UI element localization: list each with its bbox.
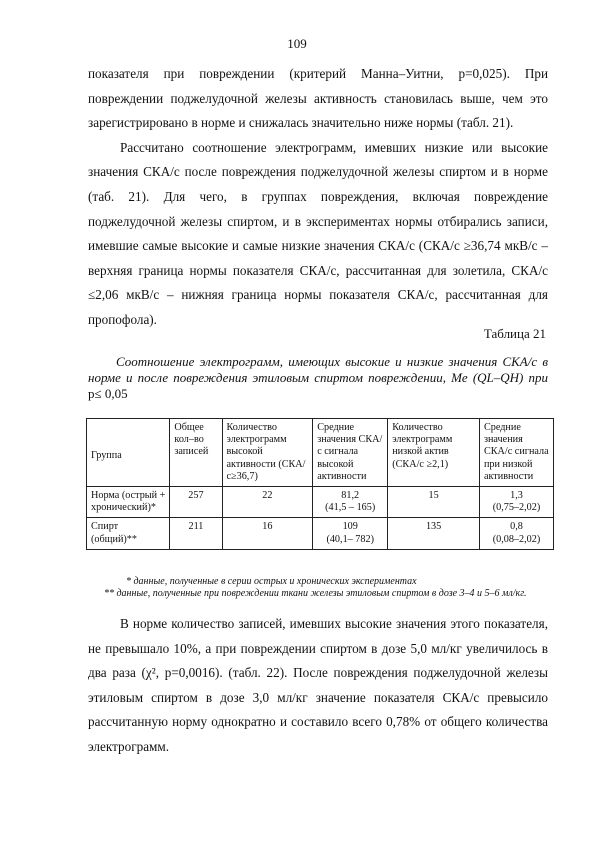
row-low-mean-value: 0,8 (510, 521, 523, 533)
table-header-row (87, 419, 554, 487)
header-low-mean: Средние значения СКА/с сигнала при низкой активности (479, 419, 553, 487)
paragraph-2: Рассчитано соотношение электрограмм, имевших низкие или высокие значения СКА/с после повреждения поджелудочной железы спиртом и в норме (таб. 21). Для чего, в группах повреждения, включая повреждение поджелудочной железы спиртом, и в экспериментах нормы отбирались записи, имевшие самые высокие и самые низкие значения СКА/с (СКА/с ≥36,74 мкВ/с – верхняя граница нормы показателя СКА/с, рассчитанная для золетила, СКА/с ≤2,06 мкВ/с – нижняя граница нормы показателя СКА/с, рассчитанная для пропофола). (88, 139, 548, 327)
row-low-mean (479, 487, 553, 518)
row-high-count: 22 (222, 487, 313, 518)
caption-condition: p≤ 0,05 (88, 386, 128, 401)
data-table (86, 418, 554, 550)
body-text-bottom (88, 612, 548, 760)
header-high-count: Количество электрограмм высокой активности (СКА/с≥36,7) (222, 419, 313, 487)
header-high-mean: Средние значения СКА/с сигнала высокой активности (313, 419, 388, 487)
caption-italic: Соотношение электрограмм, имеющих высокие и низкие значения СКА/с в норме и после повреждения этиловым спиртом повреждении, Me (QL–QH) при (88, 354, 548, 385)
header-low-count: Количество электрограмм низкой актив (СКА/с ≥2,1) (388, 419, 480, 487)
row-high-count: 16 (222, 518, 313, 549)
footnote-1: * данные, полученные в серии острых и хронических экспериментах (126, 576, 417, 587)
row-high-mean-range: (40,1– 782) (326, 533, 374, 545)
row-low-count: 15 (388, 487, 480, 518)
table-notes (88, 576, 550, 600)
row-low-count: 135 (388, 518, 480, 549)
table-row (87, 487, 554, 518)
row-group: Норма (острый + хронический)* (87, 487, 170, 518)
page-number: 109 (287, 36, 307, 51)
row-group: Спирт (общий)** (87, 518, 170, 549)
row-low-mean-value: 1,3 (510, 490, 523, 502)
row-total: 257 (170, 487, 222, 518)
header-total: Общее кол–во записей (170, 419, 222, 487)
row-high-mean (313, 518, 388, 549)
row-high-mean (313, 487, 388, 518)
row-low-mean (479, 518, 553, 549)
row-high-mean-value: 81,2 (341, 490, 360, 502)
paragraph-1: показателя при повреждении (критерий Манна–Уитни, p=0,025). При повреждении поджелудочной железы активность становилась выше, чем это зарегистрировано в норме и снижалась значительно ниже нормы (табл. 21). (88, 66, 548, 131)
body-text-top (88, 62, 548, 333)
table-label: Таблица 21 (483, 326, 546, 341)
row-high-mean-value: 109 (342, 521, 358, 533)
paragraph-3: В норме количество записей, имевших высокие значения этого показателя, не превышало 10%, а при повреждении спиртом в дозе 5,0 мл/кг увеличилось в два раза (χ², p=0,0016). (табл. 22). После повреждения поджелудочной железы этиловым спиртом в дозе 3,0 мл/кг значение показателя СКА/с превысило рассчитанную норму однократно и составило всего 0,78% от общего количества электрограмм. (88, 616, 548, 754)
table-row (87, 518, 554, 549)
table-caption (88, 354, 548, 402)
row-low-mean-range: (0,08–2,02) (492, 533, 541, 545)
row-low-mean-range: (0,75–2,02) (492, 502, 541, 514)
row-total: 211 (170, 518, 222, 549)
header-group: Группа (87, 419, 170, 487)
footnote-2: ** данные, полученные при повреждении ткани железы этиловым спиртом в дозе 3–4 и 5–6 мл/кг. (104, 588, 527, 599)
row-high-mean-range: (41,5 – 165) (325, 502, 376, 514)
